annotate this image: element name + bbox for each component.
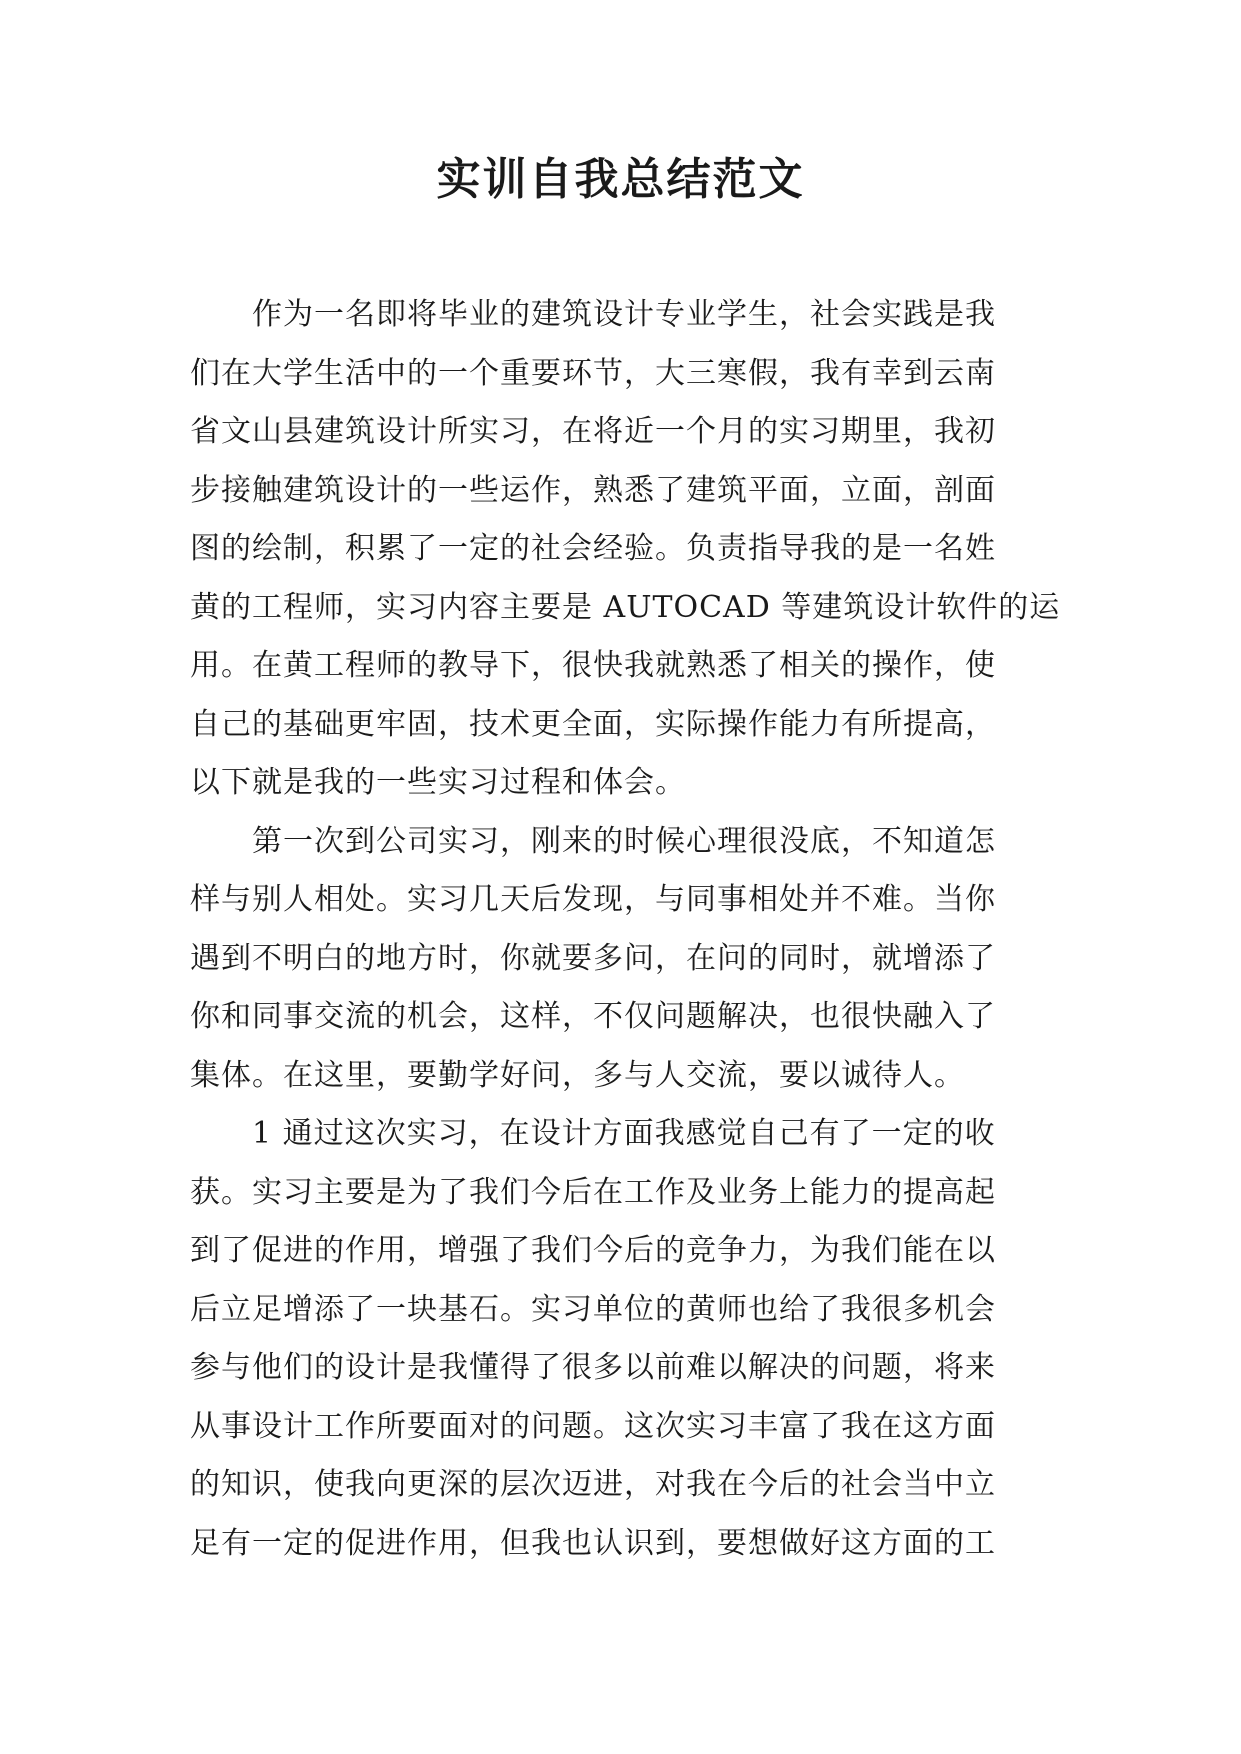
text-line: 黄的工程师，实习内容主要是 AUTOCAD 等建筑设计软件的运 [190,589,1061,625]
text-line: 集体。在这里，要勤学好问，多与人交流，要以诚待人。 [190,1057,965,1093]
text-line: 省文山县建筑设计所实习，在将近一个月的实习期里，我初 [190,414,996,449]
text-line: 后立足增添了一块基石。实习单位的黄师也给了我很多机会 [190,1291,996,1327]
document-title: 实训自我总结范文 [436,154,805,205]
text-line: 到了促进的作用，增强了我们今后的竞争力，为我们能在以 [190,1233,996,1268]
text-line: 第一次到公司实习，刚来的时候心理很没底，不知道怎 [252,823,996,859]
text-line: 获。实习主要是为了我们今后在工作及业务上能力的提高起 [190,1174,996,1210]
text-line: 以下就是我的一些实习过程和体会。 [190,765,686,800]
text-line: 作为一名即将毕业的建筑设计专业学生，社会实践是我 [252,297,996,332]
document-body [190,286,1061,1573]
text-line: 参与他们的设计是我懂得了很多以前难以解决的问题，将来 [190,1350,996,1385]
text-line: 用。在黄工程师的教导下，很快我就熟悉了相关的操作，使 [190,648,996,683]
text-line: 们在大学生活中的一个重要环节，大三寒假，我有幸到云南 [190,355,996,391]
text-line: 遇到不明白的地方时，你就要多问，在问的同时，就增添了 [190,940,996,976]
paragraph-3 [190,1105,1058,1573]
text-line: 你和同事交流的机会，这样，不仅问题解决，也很快融入了 [190,999,996,1034]
text-line: 步接触建筑设计的一些运作，熟悉了建筑平面，立面，剖面 [190,472,996,508]
text-line: 图的绘制，积累了一定的社会经验。负责指导我的是一名姓 [190,531,996,566]
text-line: 自己的基础更牢固，技术更全面，实际操作能力有所提高， [190,706,996,742]
text-line: 样与别人相处。实习几天后发现，与同事相处并不难。当你 [190,882,996,917]
text-line: 的知识，使我向更深的层次迈进，对我在今后的社会当中立 [190,1467,996,1502]
text-line: 1 通过这次实习，在设计方面我感觉自己有了一定的收 [252,1116,996,1151]
text-line: 足有一定的促进作用，但我也认识到，要想做好这方面的工 [190,1525,996,1561]
paragraph-2 [190,813,1058,1106]
text-line: 从事设计工作所要面对的问题。这次实习丰富了我在这方面 [190,1408,996,1444]
paragraph-1 [190,286,1061,813]
